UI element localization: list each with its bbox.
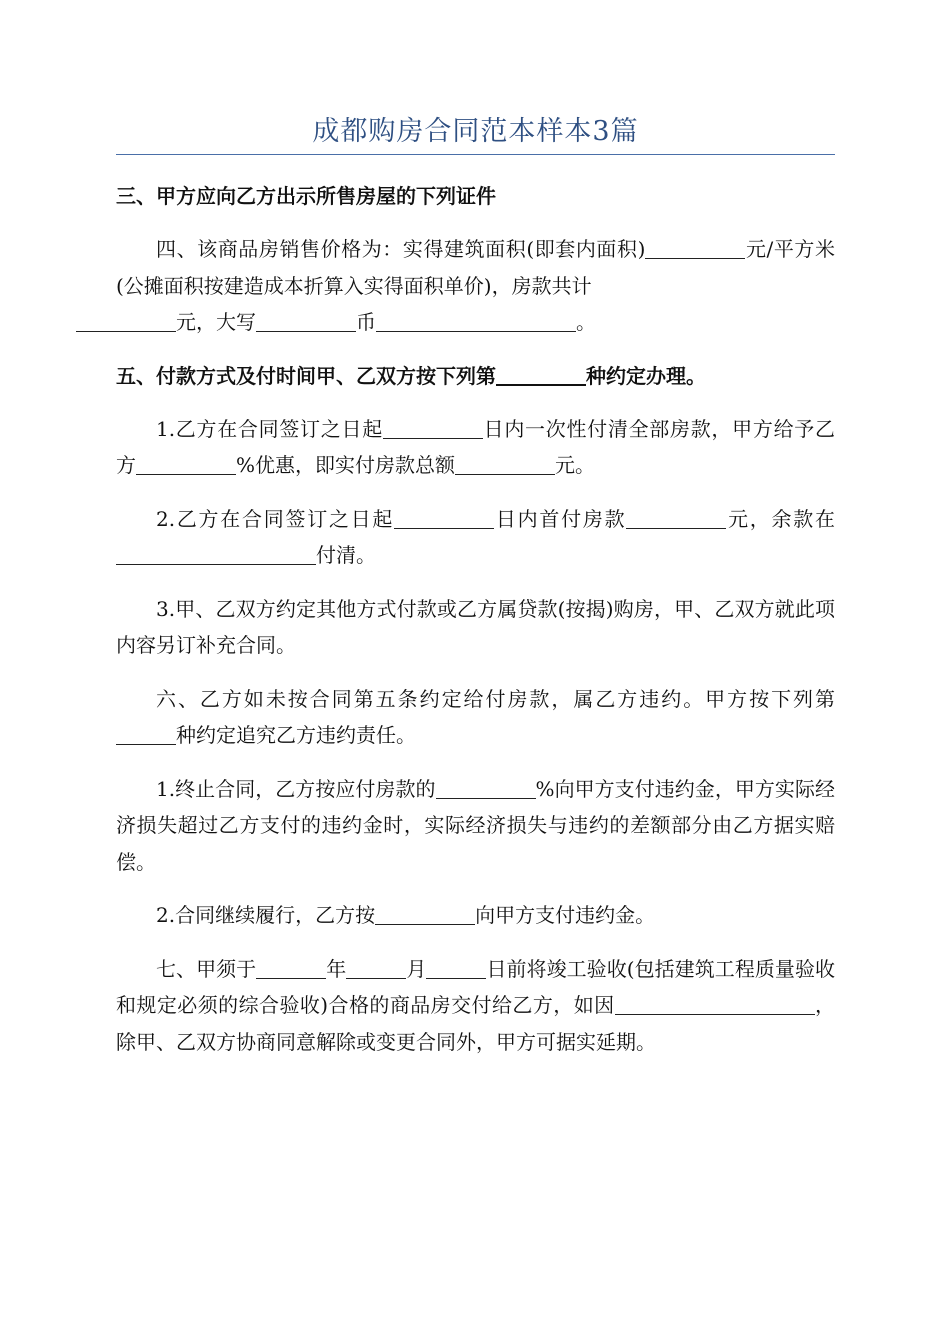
blank-year [256,958,326,979]
section-5-item-3: 3.甲、乙双方约定其他方式付款或乙方属贷款(按揭)购房，甲、乙双方就此项内容另订补充合同。 [116,596,835,657]
blank-discount [136,454,236,475]
section-6-text-b: 种约定追究乙方违约责任。 [176,723,416,747]
section-7-text-d: 日前将竣工验收(包括建筑工程质量验收和规定必须的综合验收)合格的商品房交付给乙方，如因 [116,956,836,1017]
section-4-text-c: 元，大写 [176,310,256,334]
item-text: 元。 [555,453,596,477]
blank-currency [376,311,576,332]
section-6-item-1 [116,771,835,881]
blank-month [346,958,406,979]
title-underline [116,154,835,155]
section-5-heading-a: 五、付款方式及付时间甲、乙双方按下列第 [116,363,496,388]
item-text: 2.乙方在合同签订之日起 [156,506,395,531]
blank-delay-reason [615,994,815,1015]
blank-days [394,508,494,529]
item-text: 1.乙方在合同签订之日起 [156,416,383,441]
item-text: %向甲方支付违约金，甲方实际经济损失超过乙方支付的违约金时，实际经济损失与违约的差额部分由乙方据实赔偿。 [116,776,835,874]
section-6-item-2 [116,897,835,934]
section-4-text-e: 。 [576,310,596,334]
blank-day [426,958,486,979]
section-5-heading-b: 种约定办理。 [586,363,706,388]
item-text: 元，余款在 [726,506,836,531]
item-text: 付清。 [316,543,376,567]
item-text: 日内一次性付清全部房款，甲方给予乙方 [116,416,835,477]
section-7-text-e: ，除甲、乙双方协商同意解除或变更合同外，甲方可据实延期。 [116,993,835,1054]
section-5-item-2 [116,501,835,574]
document-body [116,178,835,1060]
item-text: %优惠，即实付房款总额 [236,453,456,477]
section-4-text-d: 币 [356,310,376,334]
blank-remaining-date [116,544,316,565]
section-4-paragraph [116,231,835,341]
blank-area [645,238,745,259]
blank-penalty-rate [375,904,475,925]
section-5-item-1 [116,411,835,484]
item-text: 1.终止合同，乙方按应付房款的 [156,776,436,801]
section-6-text-a: 六、乙方如未按合同第五条约定给付房款，属乙方违约。甲方按下列第 [156,686,835,711]
section-4-text-b: 元/平方米(公摊面积按建造成本折算入实得面积单价)，房款共计 [116,237,835,298]
item-text: 向甲方支付违约金。 [475,903,656,927]
section-4-text-a: 四、该商品房销售价格为：实得建筑面积(即套内面积) [156,237,646,261]
section-6-paragraph [116,681,835,754]
item-text: 2.合同继续履行，乙方按 [156,903,376,927]
section-5-heading [116,358,835,394]
blank-capital-amount [256,311,356,332]
blank-breach-option [116,724,176,745]
blank-payment-option [496,364,586,386]
section-7-text-b: 年 [326,956,347,981]
section-7-text-a: 七、甲须于 [156,956,257,981]
blank-down-payment [626,508,726,529]
blank-penalty-percent [436,778,536,799]
section-7-paragraph [116,951,835,1061]
blank-days [383,418,483,439]
section-3-heading: 三、甲方应向乙方出示所售房屋的下列证件 [116,184,496,208]
blank-total [455,454,555,475]
document-title: 成都购房合同范本样本3篇 [312,116,639,147]
section-7-text-c: 月 [406,956,427,981]
item-text: 日内首付房款 [494,506,627,531]
blank-total-price [76,311,176,332]
